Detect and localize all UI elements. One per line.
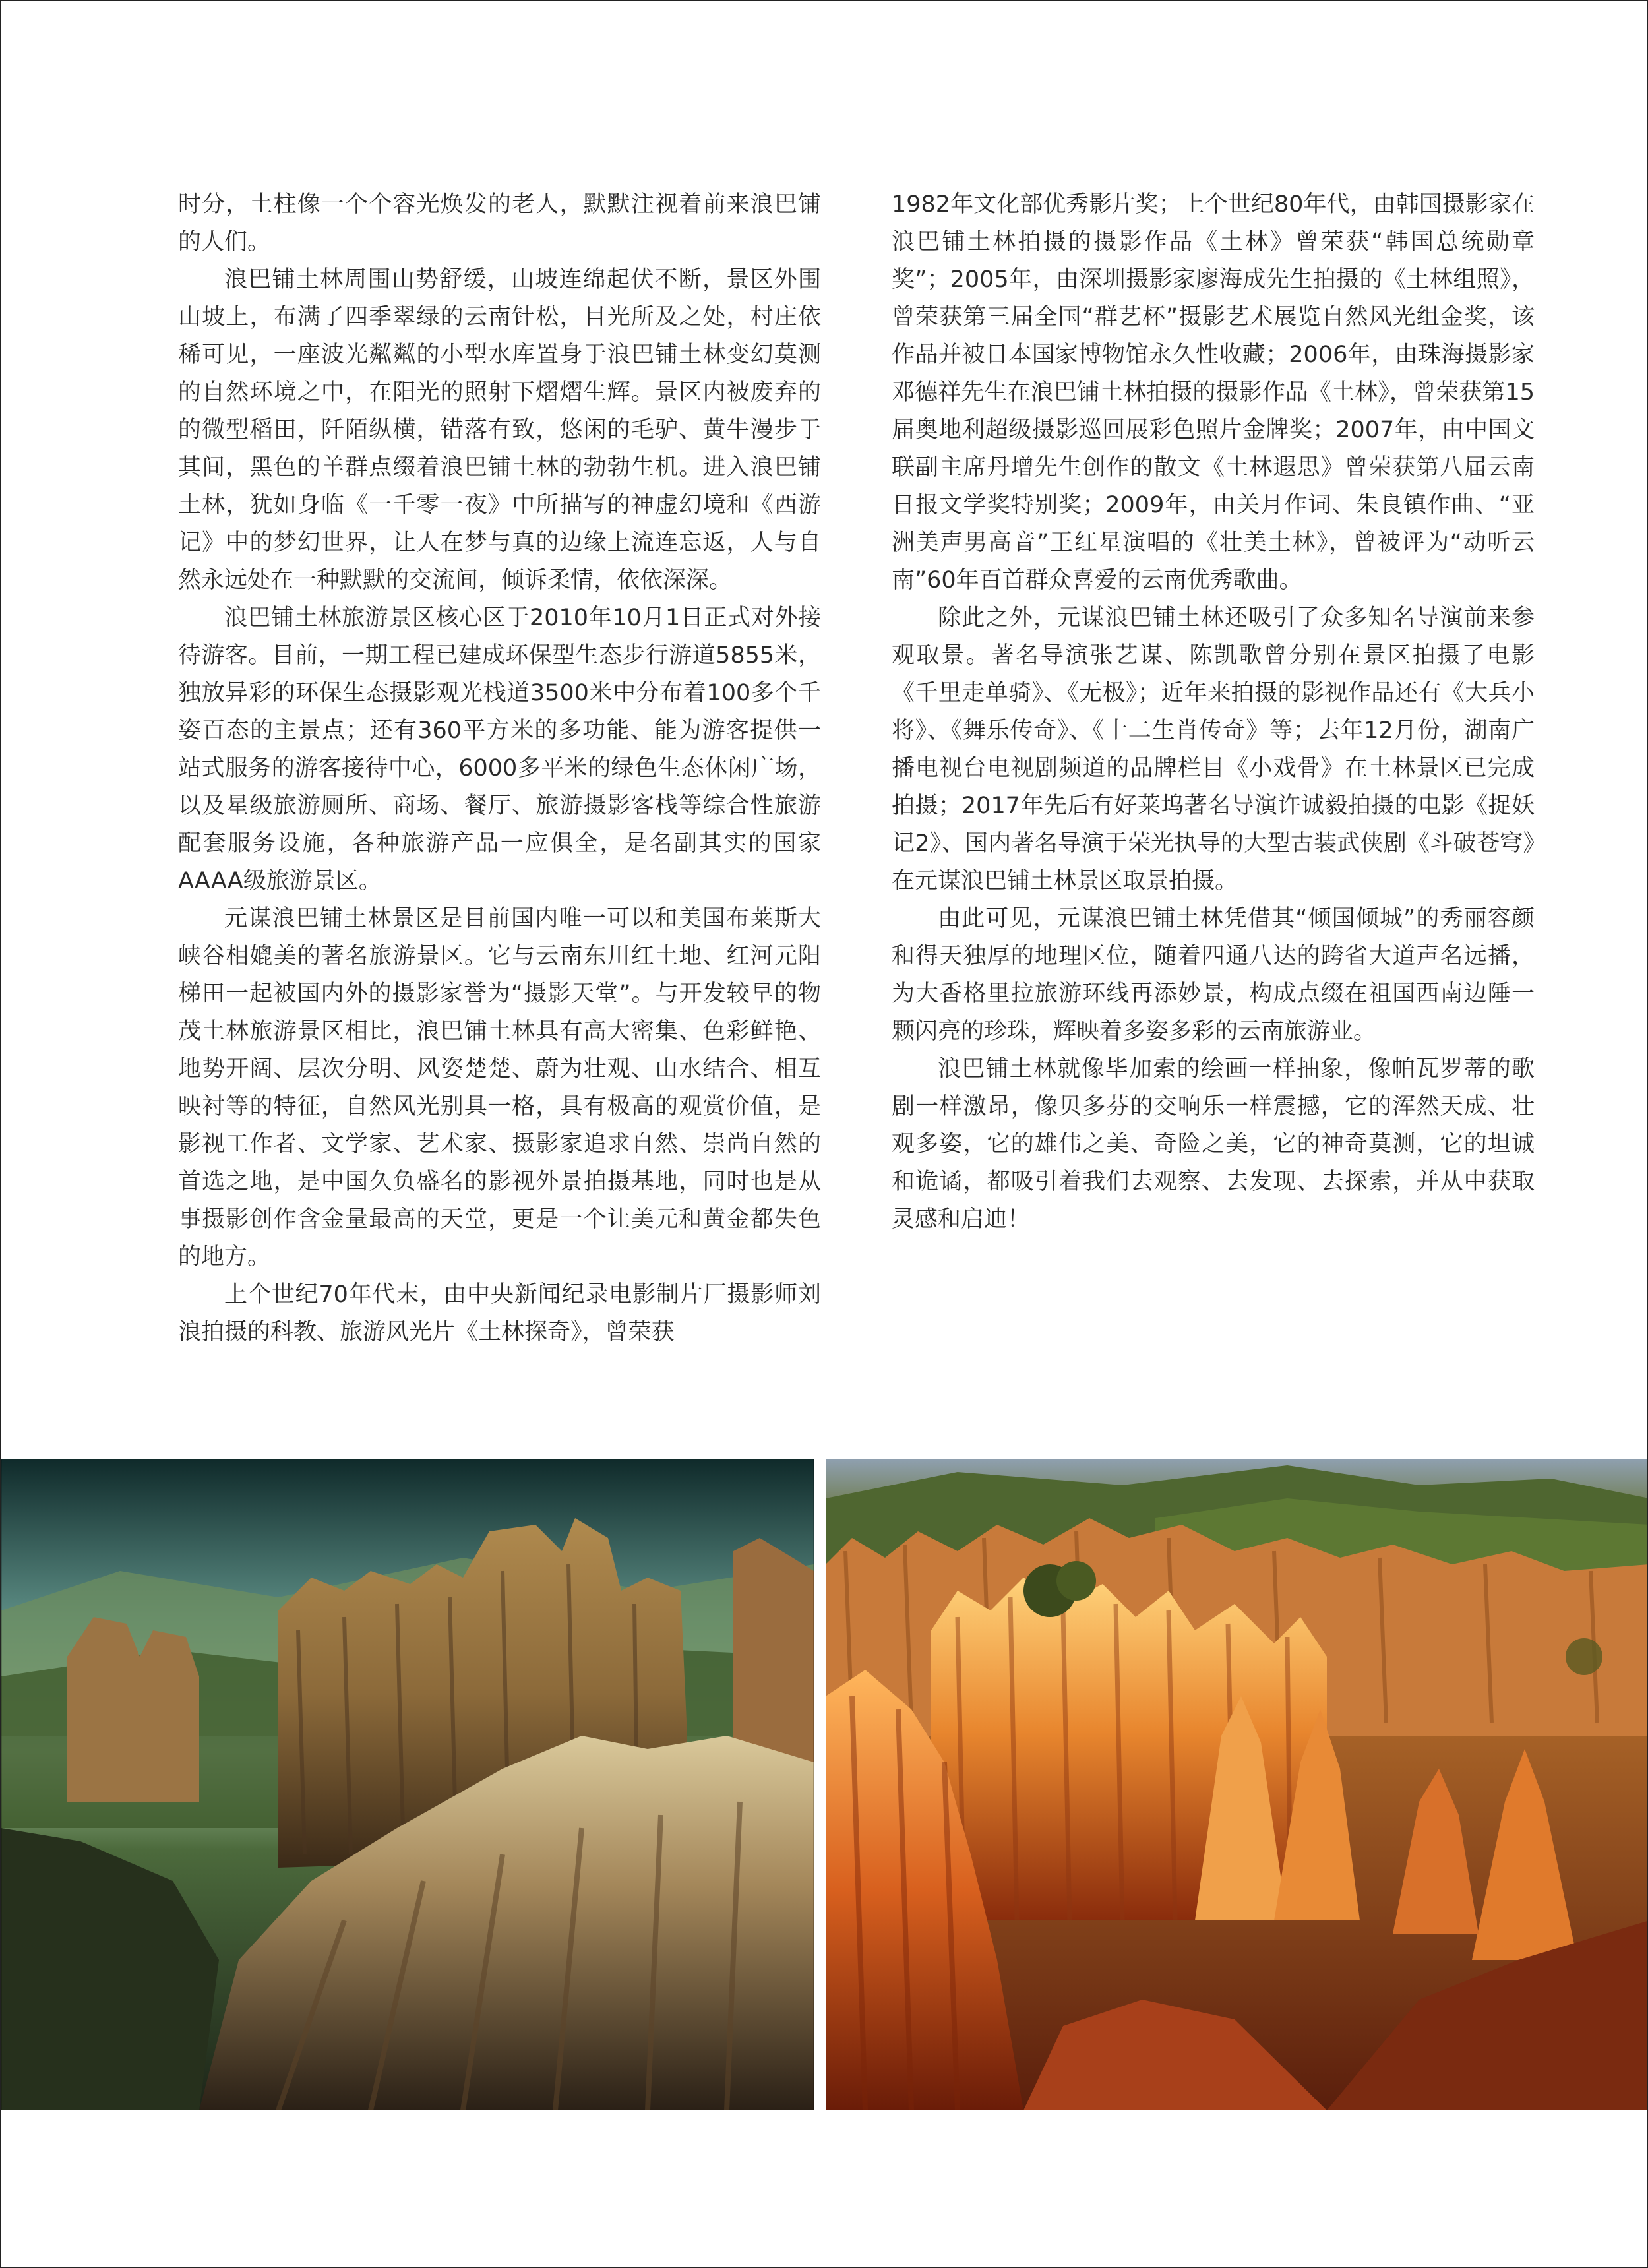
earth-forest-photo-right (826, 1459, 1648, 2110)
paragraph: 浪巴铺土林就像毕加索的绘画一样抽象，像帕瓦罗蒂的歌剧一样激昂，像贝多芬的交响乐一样震撼，它的浑然天成、壮观多姿，它的雄伟之美、奇险之美，它的神奇莫测，它的坦诚和诡谲，都吸引着我们去观察、去发现、去探索，并从中获取灵感和启迪！ (892, 1056, 1535, 1233)
paragraph: 浪巴铺土林周围山势舒缓，山坡连绵起伏不断，景区外围山坡上，布满了四季翠绿的云南针松，目光所及之处，村庄依稀可见，一座波光粼粼的小型水库置身于浪巴铺土林变幻莫测的自然环境之中，在阳光的照射下熠熠生辉。景区内被废弃的的微型稻田，阡陌纵横，错落有致，悠闲的毛驴、黄牛漫步于其间，黑色的羊群点缀着浪巴铺土林的勃勃生机。进入浪巴铺土林，犹如身临《一千零一夜》中所描写的神虚幻境和《西游记》中的梦幻世界，让人在梦与真的边缘上流连忘返，人与自然永远处在一种默默的交流间，倾诉柔情，依依深深。 (178, 266, 821, 594)
earth-forest-photo-left (1, 1459, 814, 2110)
paragraph: 浪巴铺土林旅游景区核心区于2010年10月1日正式对外接待游客。目前，一期工程已建成环保型生态步行游道5855米，独放异彩的环保生态摄影观光栈道3500米中分布着100多个千姿百态的主景点；还有360平方米的多功能、能为游客提供一站式服务的游客接待中心，6000多平米的绿色生态休闲广场，以及星级旅游厕所、商场、餐厅、旅游摄影客栈等综合性旅游配套服务设施，各种旅游产品一应俱全，是名副其实的国家AAAA级旅游景区。 (178, 605, 821, 894)
earth-forest-red-photo-icon (826, 1459, 1648, 2110)
article-right-column (892, 186, 1535, 1239)
earth-forest-teal-photo-icon (1, 1459, 814, 2110)
paragraph: 由此可见，元谋浪巴铺土林凭借其“倾国倾城”的秀丽容颜和得天独厚的地理区位，随着四通八达的跨省大道声名远播，为大香格里拉旅游环线再添妙景，构成点缀在祖国西南边陲一颗闪亮的珍珠，辉映着多姿多彩的云南旅游业。 (892, 905, 1535, 1045)
paragraph: 时分，土柱像一个个容光焕发的老人，默默注视着前来浪巴铺的人们。 (178, 191, 821, 255)
paragraph: 上个世纪70年代末，由中央新闻纪录电影制片厂摄影师刘浪拍摄的科教、旅游风光片《土林探奇》，曾荣获 (178, 1281, 821, 1345)
article-left-column (178, 186, 821, 1351)
paragraph: 1982年文化部优秀影片奖；上个世纪80年代，由韩国摄影家在浪巴铺土林拍摄的摄影作品《土林》曾荣获“韩国总统勋章奖”；2005年，由深圳摄影家廖海成先生拍摄的《土林组照》，曾荣获第三届全国“群艺杯”摄影艺术展览自然风光组金奖，该作品并被日本国家博物馆永久性收藏；2006年，由珠海摄影家邓德祥先生在浪巴铺土林拍摄的摄影作品《土林》，曾荣获第15届奥地利超级摄影巡回展彩色照片金牌奖；2007年，由中国文联副主席丹增先生创作的散文《土林遐思》曾荣获第八届云南日报文学奖特别奖；2009年，由关月作词、朱良镇作曲、“亚洲美声男高音”王红星演唱的《壮美土林》，曾被评为“动听云南”60年百首群众喜爱的云南优秀歌曲。 (892, 191, 1535, 594)
paragraph: 元谋浪巴铺土林景区是目前国内唯一可以和美国布莱斯大峡谷相媲美的著名旅游景区。它与云南东川红土地、红河元阳梯田一起被国内外的摄影家誉为“摄影天堂”。与开发较早的物茂土林旅游景区相比，浪巴铺土林具有高大密集、色彩鲜艳、地势开阔、层次分明、风姿楚楚、蔚为壮观、山水结合、相互映衬等的特征，自然风光别具一格，具有极高的观赏价值，是影视工作者、文学家、艺术家、摄影家追求自然、崇尚自然的首选之地，是中国久负盛名的影视外景拍摄基地，同时也是从事摄影创作含金量最高的天堂，更是一个让美元和黄金都失色的地方。 (178, 905, 821, 1270)
paragraph: 除此之外，元谋浪巴铺土林还吸引了众多知名导演前来参观取景。著名导演张艺谋、陈凯歌曾分别在景区拍摄了电影《千里走单骑》、《无极》；近年来拍摄的影视作品还有《大兵小将》、《舞乐传奇》、《十二生肖传奇》等；去年12月份，湖南广播电视台电视剧频道的品牌栏目《小戏骨》在土林景区已完成拍摄；2017年先后有好莱坞著名导演许诚毅拍摄的电影《捉妖记2》、国内著名导演于荣光执导的大型古装武侠剧《斗破苍穹》在元谋浪巴铺土林景区取景拍摄。 (892, 605, 1535, 894)
